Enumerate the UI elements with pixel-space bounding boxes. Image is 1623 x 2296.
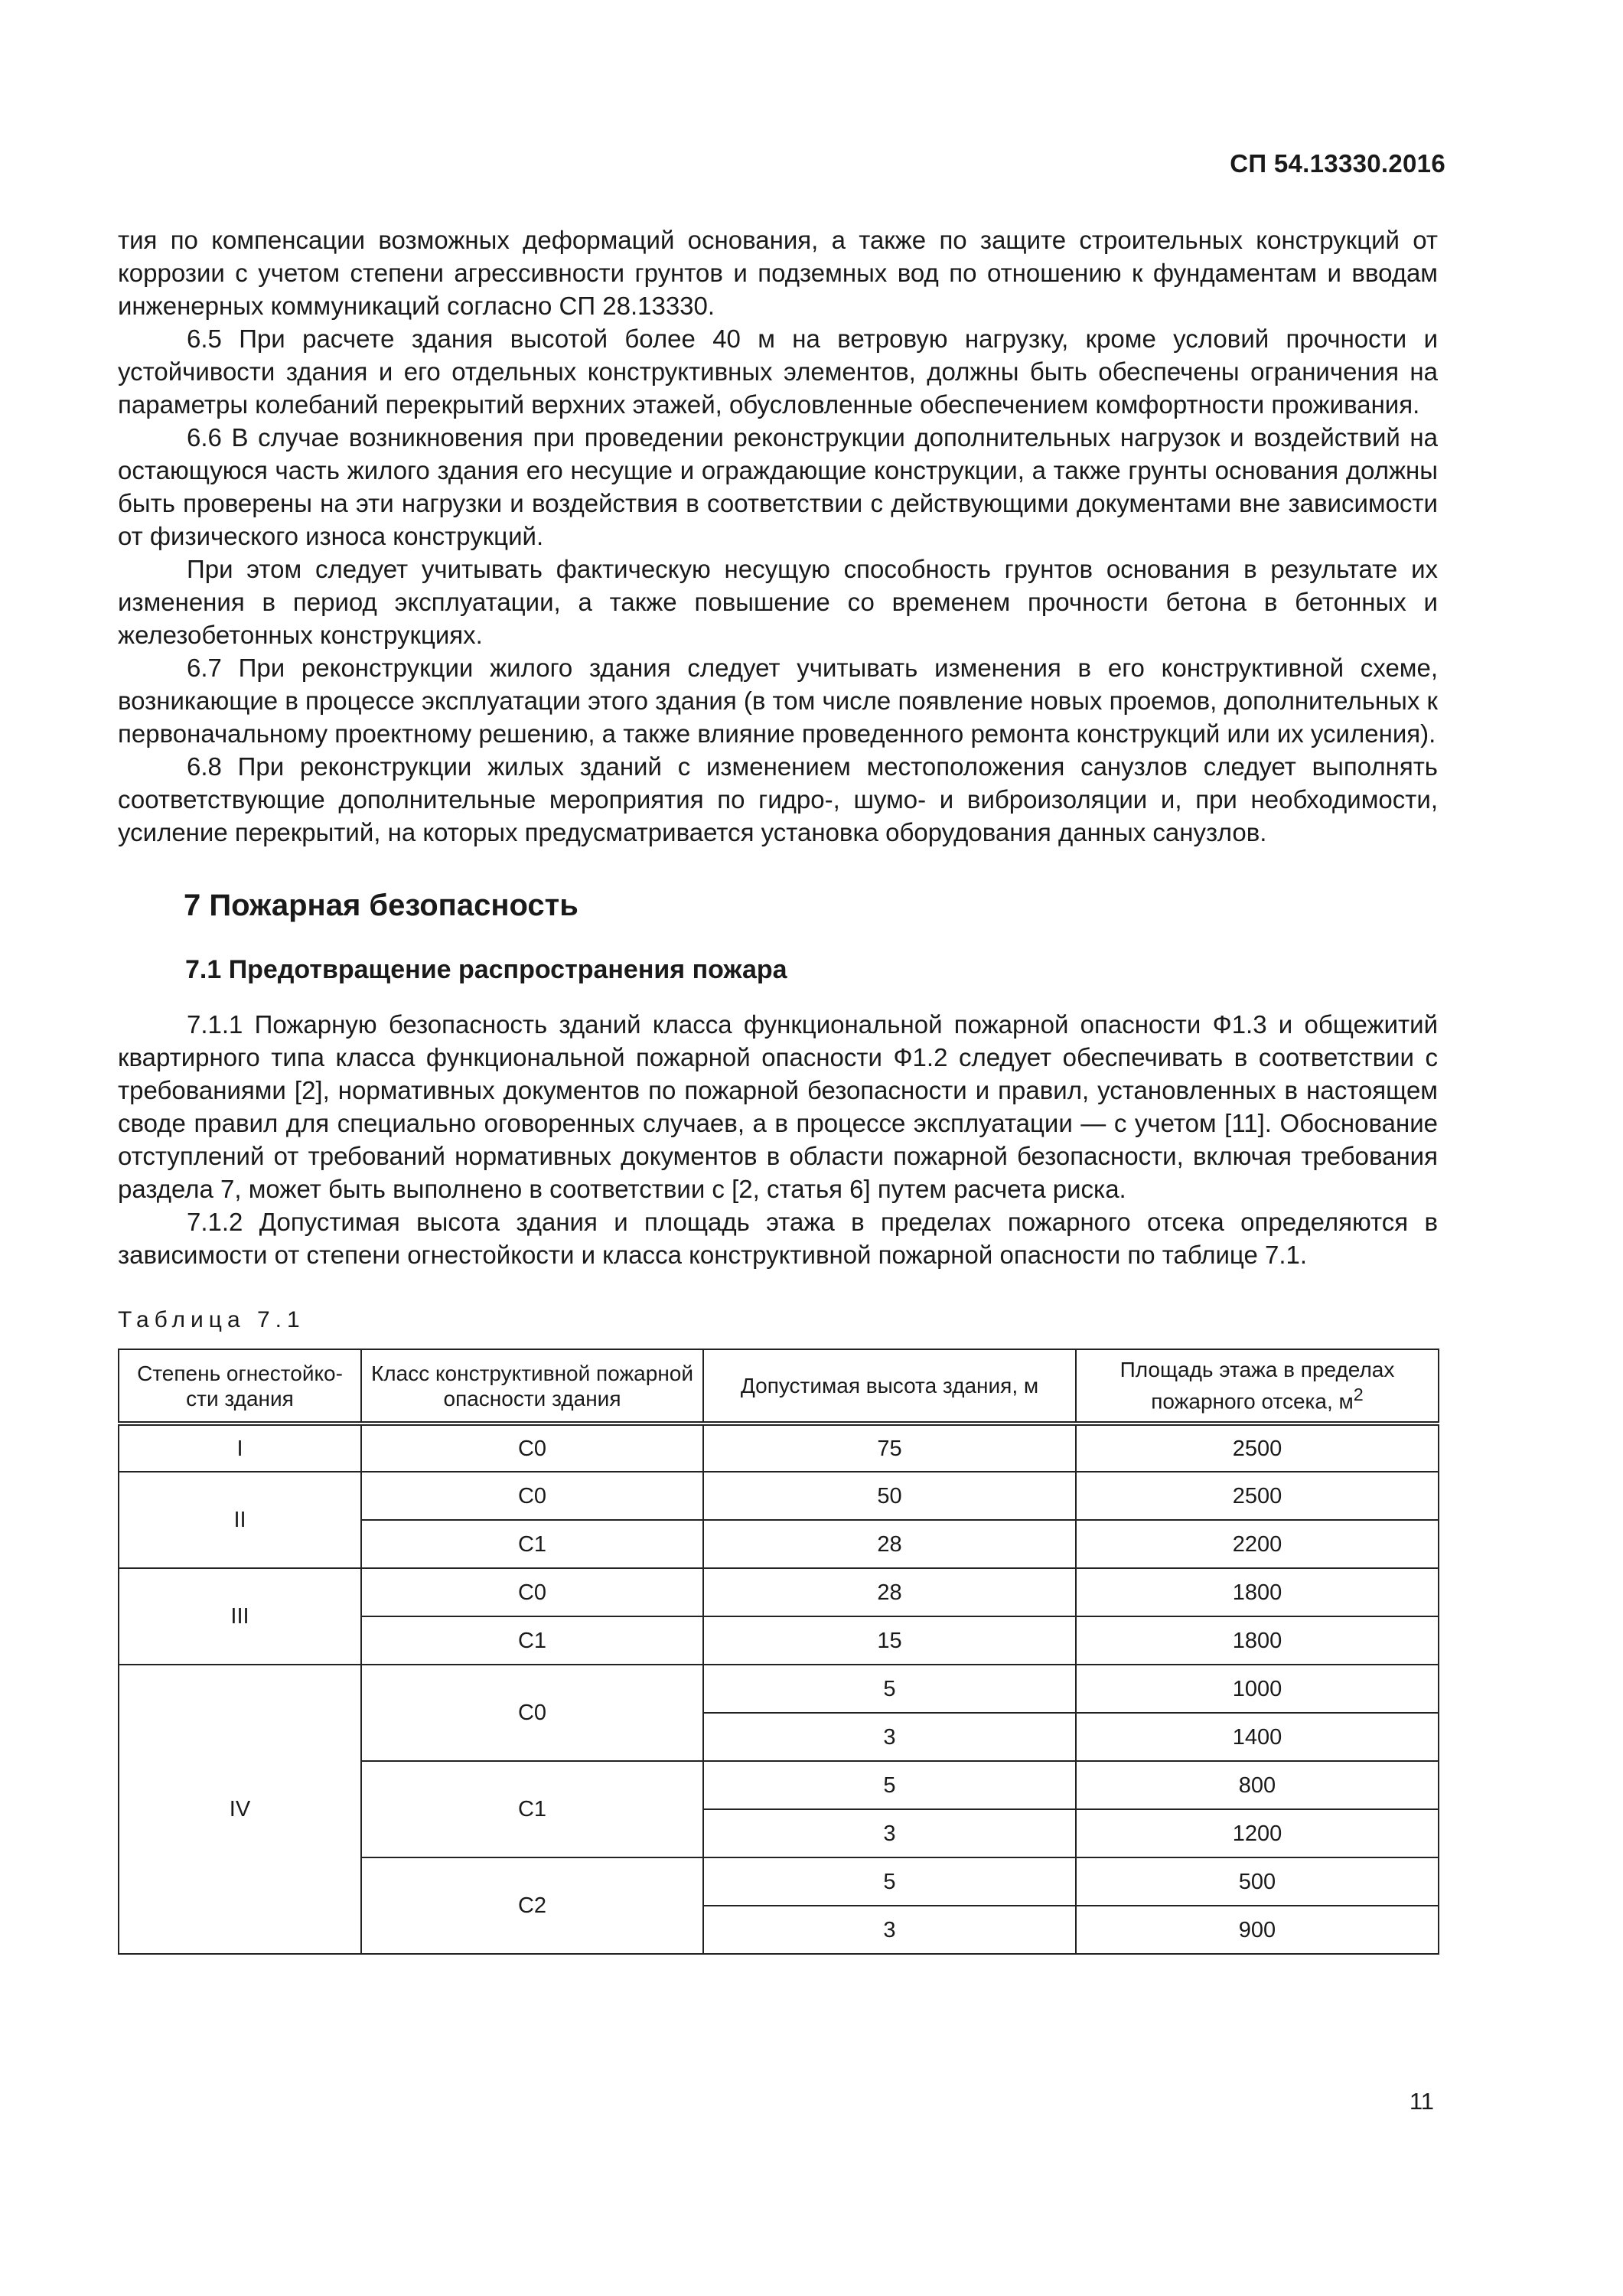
table-cell: 800 [1076, 1761, 1439, 1809]
paragraph: 6.6 В случае возникновения при проведении реконструкции дополнительных нагрузок и воздействий на остающуюся часть жилого здания его несущие и ограждающие конструкции, а также грунты основания должны быть проверены на эти нагрузки и воздействия в соответствии с действующими документами вне зависимости от физического износа конструкций. [118, 423, 1438, 550]
table-cell: С0 [361, 1568, 703, 1616]
table-cell: С0 [361, 1424, 703, 1472]
table-cell: С1 [361, 1616, 703, 1665]
table-cell: С2 [361, 1857, 703, 1954]
table-cell: 900 [1076, 1906, 1439, 1954]
table-cell: С1 [361, 1520, 703, 1568]
table-cell: IV [119, 1665, 361, 1954]
fire-resistance-table [118, 1349, 1439, 1955]
document-code-header: СП 54.13330.2016 [1230, 149, 1445, 178]
table-row [119, 1472, 1439, 1520]
table-cell: 15 [703, 1616, 1076, 1665]
table-caption: Таблица 7.1 [118, 1307, 305, 1332]
table-cell: 5 [703, 1761, 1076, 1809]
page-number: 11 [1409, 2088, 1434, 2115]
table-cell: 1000 [1076, 1665, 1439, 1713]
paragraph: тия по компенсации возможных деформаций основания, а также по защите строительных конструкций от коррозии с учетом степени агрессивности грунтов и подземных вод по отношению к фундаментам и вводам инженерных коммуникаций согласно СП 28.13330. [118, 226, 1438, 320]
paragraph: 6.8 При реконструкции жилых зданий с изменением местоположения санузлов следует выполнять соответствующие дополнительные мероприятия по гидро-, шумо- и виброизоляции и, при необходимости, усиление перекрытий, на которых предусматривается установка оборудования данных санузлов. [118, 752, 1438, 846]
table-cell: С1 [361, 1761, 703, 1857]
column-header [1076, 1349, 1439, 1424]
paragraph: 6.7 При реконструкции жилого здания следует учитывать изменения в его конструктивной схеме, возникающие в процессе эксплуатации этого здания (в том числе появление новых проемов, дополнительных к первоначальному проектному решению, а также влияние проведенного ремонта конструкций или их усиления). [118, 654, 1438, 748]
table-cell: 5 [703, 1665, 1076, 1713]
column-header-text: Площадь этажа в пределах пожарного отсека, м [1119, 1358, 1395, 1414]
superscript: 2 [1353, 1384, 1364, 1405]
table-cell: 3 [703, 1906, 1076, 1954]
table-cell: 3 [703, 1713, 1076, 1761]
column-header: Класс конструктивной пожарной опасности здания [361, 1349, 703, 1424]
table-cell: 2200 [1076, 1520, 1439, 1568]
table-cell: 1200 [1076, 1809, 1439, 1857]
table-cell: 3 [703, 1809, 1076, 1857]
table-cell: 2500 [1076, 1424, 1439, 1472]
table-cell: 1400 [1076, 1713, 1439, 1761]
table-cell: 28 [703, 1568, 1076, 1616]
table-cell: 28 [703, 1520, 1076, 1568]
column-header: Допустимая высота здания, м [703, 1349, 1076, 1424]
table-cell: 500 [1076, 1857, 1439, 1906]
paragraph: 7.1.2 Допустимая высота здания и площадь этажа в пределах пожарного отсека определяются в зависимости от степени огнестойкости и класса конструктивной пожарной опасности по таблице 7.1. [118, 1208, 1438, 1269]
paragraph: При этом следует учитывать фактическую несущую способность грунтов основания в результате их изменения в период эксплуатации, а также повышение со временем прочности бетона в бетонных и железобетонных конструкциях. [118, 555, 1438, 649]
paragraph: 6.5 При расчете здания высотой более 40 м на ветровую нагрузку, кроме условий прочности и устойчивости здания и его отдельных конструктивных элементов, должны быть обеспечены ограничения на параметры колебаний перекрытий верхних этажей, обусловленные обеспечением комфортности проживания. [118, 325, 1438, 419]
table-cell: 1800 [1076, 1568, 1439, 1616]
table-cell: III [119, 1568, 361, 1665]
table-cell: С0 [361, 1665, 703, 1761]
section-title: 7 Пожарная безопасность [184, 889, 578, 922]
table-cell: 2500 [1076, 1472, 1439, 1520]
table-row [119, 1568, 1439, 1616]
table-cell: 50 [703, 1472, 1076, 1520]
column-header: Степень огнестойко-сти здания [119, 1349, 361, 1424]
table-cell: 75 [703, 1424, 1076, 1472]
table-cell: С0 [361, 1472, 703, 1520]
table-cell: 1800 [1076, 1616, 1439, 1665]
paragraph: 7.1.1 Пожарную безопасность зданий класса функциональной пожарной опасности Ф1.3 и общежитий квартирного типа класса функциональной пожарной опасности Ф1.2 следует обеспечивать в соответствии с требованиями [2], нормативных документов по пожарной безопасности и правил, установленных в настоящем своде правил для специально оговоренных случаев, а в процессе эксплуатации — с учетом [11]. Обоснование отступлений от требований нормативных документов в области пожарной безопасности, включая требования раздела 7, может быть выполнено в соответствии с [2, статья 6] путем расчета риска. [118, 1010, 1438, 1203]
table-header-row [119, 1349, 1439, 1424]
subsection-title: 7.1 Предотвращение распространения пожара [185, 955, 787, 984]
table-cell: I [119, 1424, 361, 1472]
table-row [119, 1424, 1439, 1472]
table-cell: 5 [703, 1857, 1076, 1906]
table-cell: II [119, 1472, 361, 1568]
table-row [119, 1665, 1439, 1713]
page-content [118, 223, 1438, 1955]
